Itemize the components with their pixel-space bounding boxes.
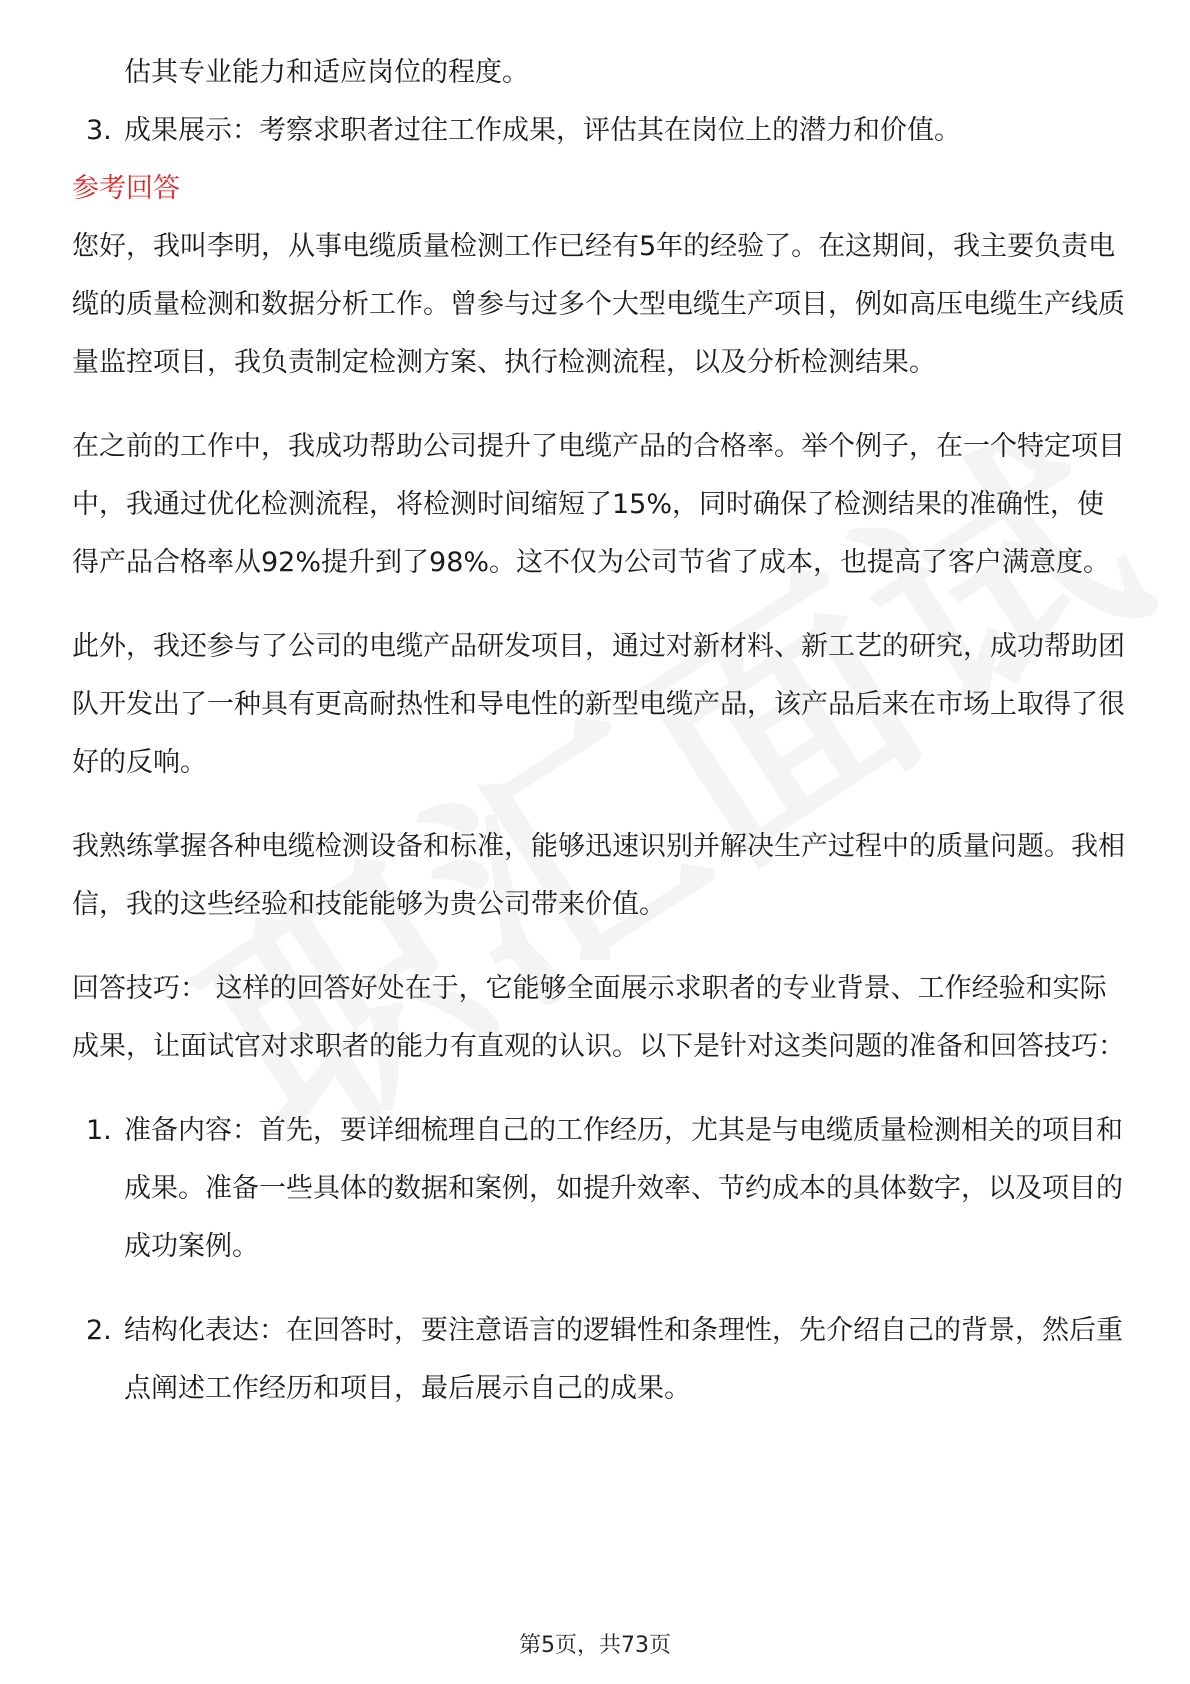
list-item-number: 2. bbox=[86, 1315, 112, 1346]
list-item bbox=[72, 102, 1127, 160]
list-item-text: 准备内容：首先，要详细梳理自己的工作经历，尤其是与电缆质量检测相关的项目和成果。准备一些具体的数据和案例，如提升效率、节约成本的具体数字，以及项目的成功案例。 bbox=[124, 1115, 1123, 1262]
section-heading: 参考回答 bbox=[72, 173, 180, 204]
list-item-number: 1. bbox=[86, 1115, 112, 1146]
page-footer: 第5页，共73页 bbox=[519, 1633, 671, 1658]
paragraph: 我熟练掌握各种电缆检测设备和标准，能够迅速识别并解决生产过程中的质量问题。我相信，我的这些经验和技能能够为贵公司带来价值。 bbox=[72, 831, 1125, 920]
list-item-text: 成果展示：考察求职者过往工作成果，评估其在岗位上的潜力和价值。 bbox=[124, 115, 961, 146]
paragraph: 在之前的工作中，我成功帮助公司提升了电缆产品的合格率。举个例子，在一个特定项目中，我通过优化检测流程，将检测时间缩短了15%，同时确保了检测结果的准确性，使得产品合格率从92%提升到了98%。这不仅为公司节省了成本，也提高了客户满意度。 bbox=[72, 431, 1125, 578]
paragraph: 您好，我叫李明，从事电缆质量检测工作已经有5年的经验了。在这期间，我主要负责电缆的质量检测和数据分析工作。曾参与过多个大型电缆生产项目，例如高压电缆生产线质量监控项目，我负责制定检测方案、执行检测流程，以及分析检测结果。 bbox=[72, 231, 1125, 378]
list-item bbox=[72, 1102, 1127, 1276]
paragraph: 回答技巧： 这样的回答好处在于，它能够全面展示求职者的专业背景、工作经验和实际成果，让面试官对求职者的能力有直观的认识。以下是针对这类问题的准备和回答技巧： bbox=[72, 973, 1125, 1062]
list-item-continuation: 估其专业能力和适应岗位的程度。 bbox=[124, 57, 529, 88]
list-item-number: 3. bbox=[86, 115, 112, 146]
page-content bbox=[72, 44, 1127, 1418]
paragraph: 此外，我还参与了公司的电缆产品研发项目，通过对新材料、新工艺的研究，成功帮助团队开发出了一种具有更高耐热性和导电性的新型电缆产品，该产品后来在市场上取得了很好的反响。 bbox=[72, 631, 1125, 778]
list-item-text: 结构化表达：在回答时，要注意语言的逻辑性和条理性，先介绍自己的背景，然后重点阐述工作经历和项目，最后展示自己的成果。 bbox=[124, 1315, 1123, 1404]
list-item bbox=[72, 1302, 1127, 1418]
